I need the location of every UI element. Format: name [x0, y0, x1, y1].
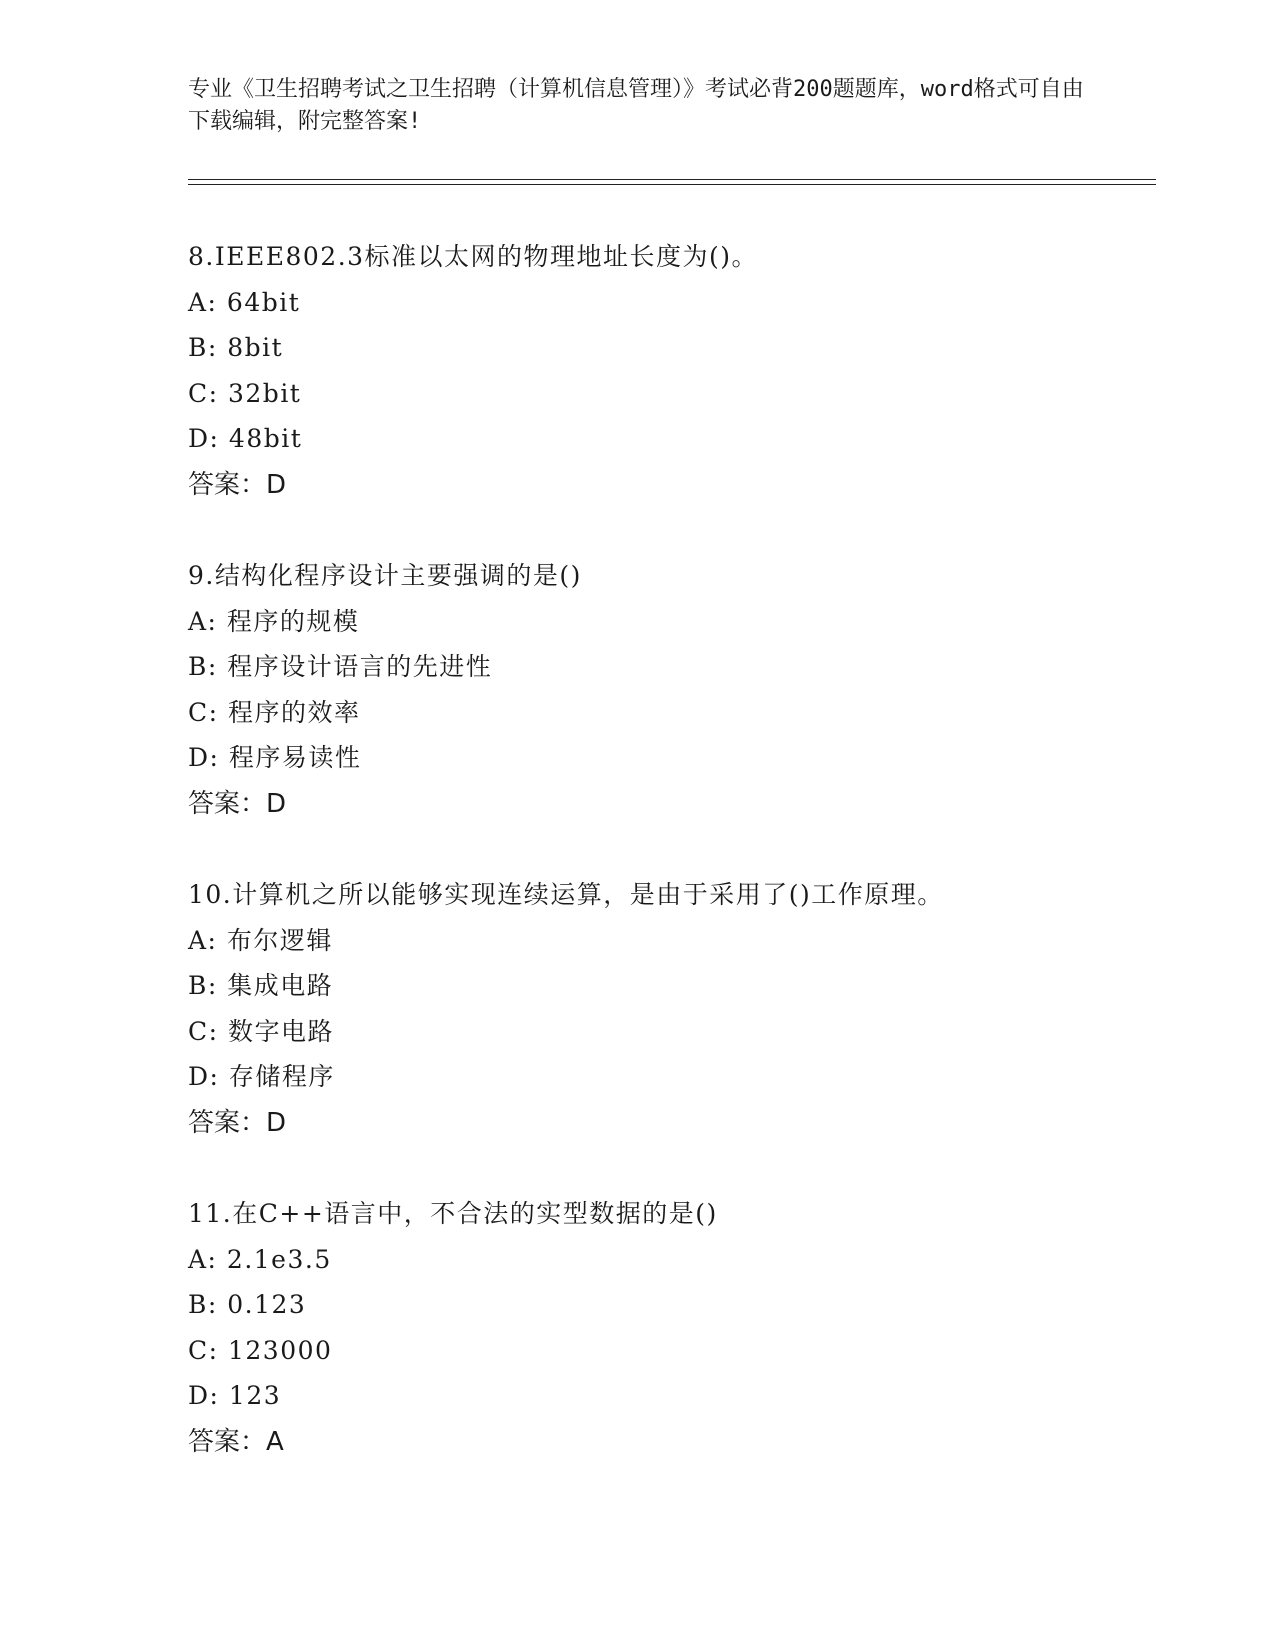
answer-line	[188, 462, 1168, 508]
option-c: C: 123000	[188, 1335, 333, 1365]
header-divider-top	[188, 179, 1156, 180]
question-9	[188, 553, 1168, 827]
option-a: A: 64bit	[188, 287, 301, 317]
option-c: C: 32bit	[188, 378, 302, 408]
question-8	[188, 234, 1168, 508]
option-b: B: 程序设计语言的先进性	[188, 652, 493, 681]
answer-line	[188, 781, 1168, 827]
header-divider-bottom	[188, 184, 1156, 185]
answer-value: D	[266, 469, 287, 500]
answer-line	[188, 1419, 1168, 1465]
answer-value: D	[266, 1107, 287, 1138]
question-10	[188, 872, 1168, 1146]
option-d: D: 48bit	[188, 424, 303, 453]
option-b: B: 集成电路	[188, 971, 334, 1000]
question-stem: 8.IEEE802.3标准以太网的物理地址长度为()。	[188, 242, 759, 271]
option-b: B: 0.123	[188, 1290, 307, 1319]
option-a: A: 程序的规模	[188, 606, 360, 636]
option-c: C: 数字电路	[188, 1016, 334, 1046]
question-stem: 9.结构化程序设计主要强调的是()	[188, 561, 582, 590]
document-header: 专业《卫生招聘考试之卫生招聘（计算机信息管理）》考试必背200题题库，word格式可自由下载编辑，附完整答案!	[188, 77, 1084, 134]
option-a: A: 2.1e3.5	[188, 1244, 332, 1274]
option-b: B: 8bit	[188, 333, 284, 362]
answer-line	[188, 1100, 1168, 1146]
question-stem: 11.在C++语言中，不合法的实型数据的是()	[188, 1199, 718, 1228]
answer-label: 答案：	[188, 1426, 267, 1457]
question-11	[188, 1191, 1168, 1465]
option-d: D: 123	[188, 1381, 282, 1410]
question-stem: 10.计算机之所以能够实现连续运算，是由于采用了()工作原理。	[188, 880, 944, 909]
option-d: D: 存储程序	[188, 1062, 335, 1091]
answer-label: 答案：	[188, 788, 267, 819]
answer-label: 答案：	[188, 1107, 267, 1138]
option-a: A: 布尔逻辑	[188, 925, 333, 955]
option-c: C: 程序的效率	[188, 697, 361, 727]
answer-value: A	[266, 1426, 284, 1457]
answer-value: D	[266, 788, 287, 819]
answer-label: 答案：	[188, 469, 267, 500]
option-d: D: 程序易读性	[188, 743, 362, 772]
